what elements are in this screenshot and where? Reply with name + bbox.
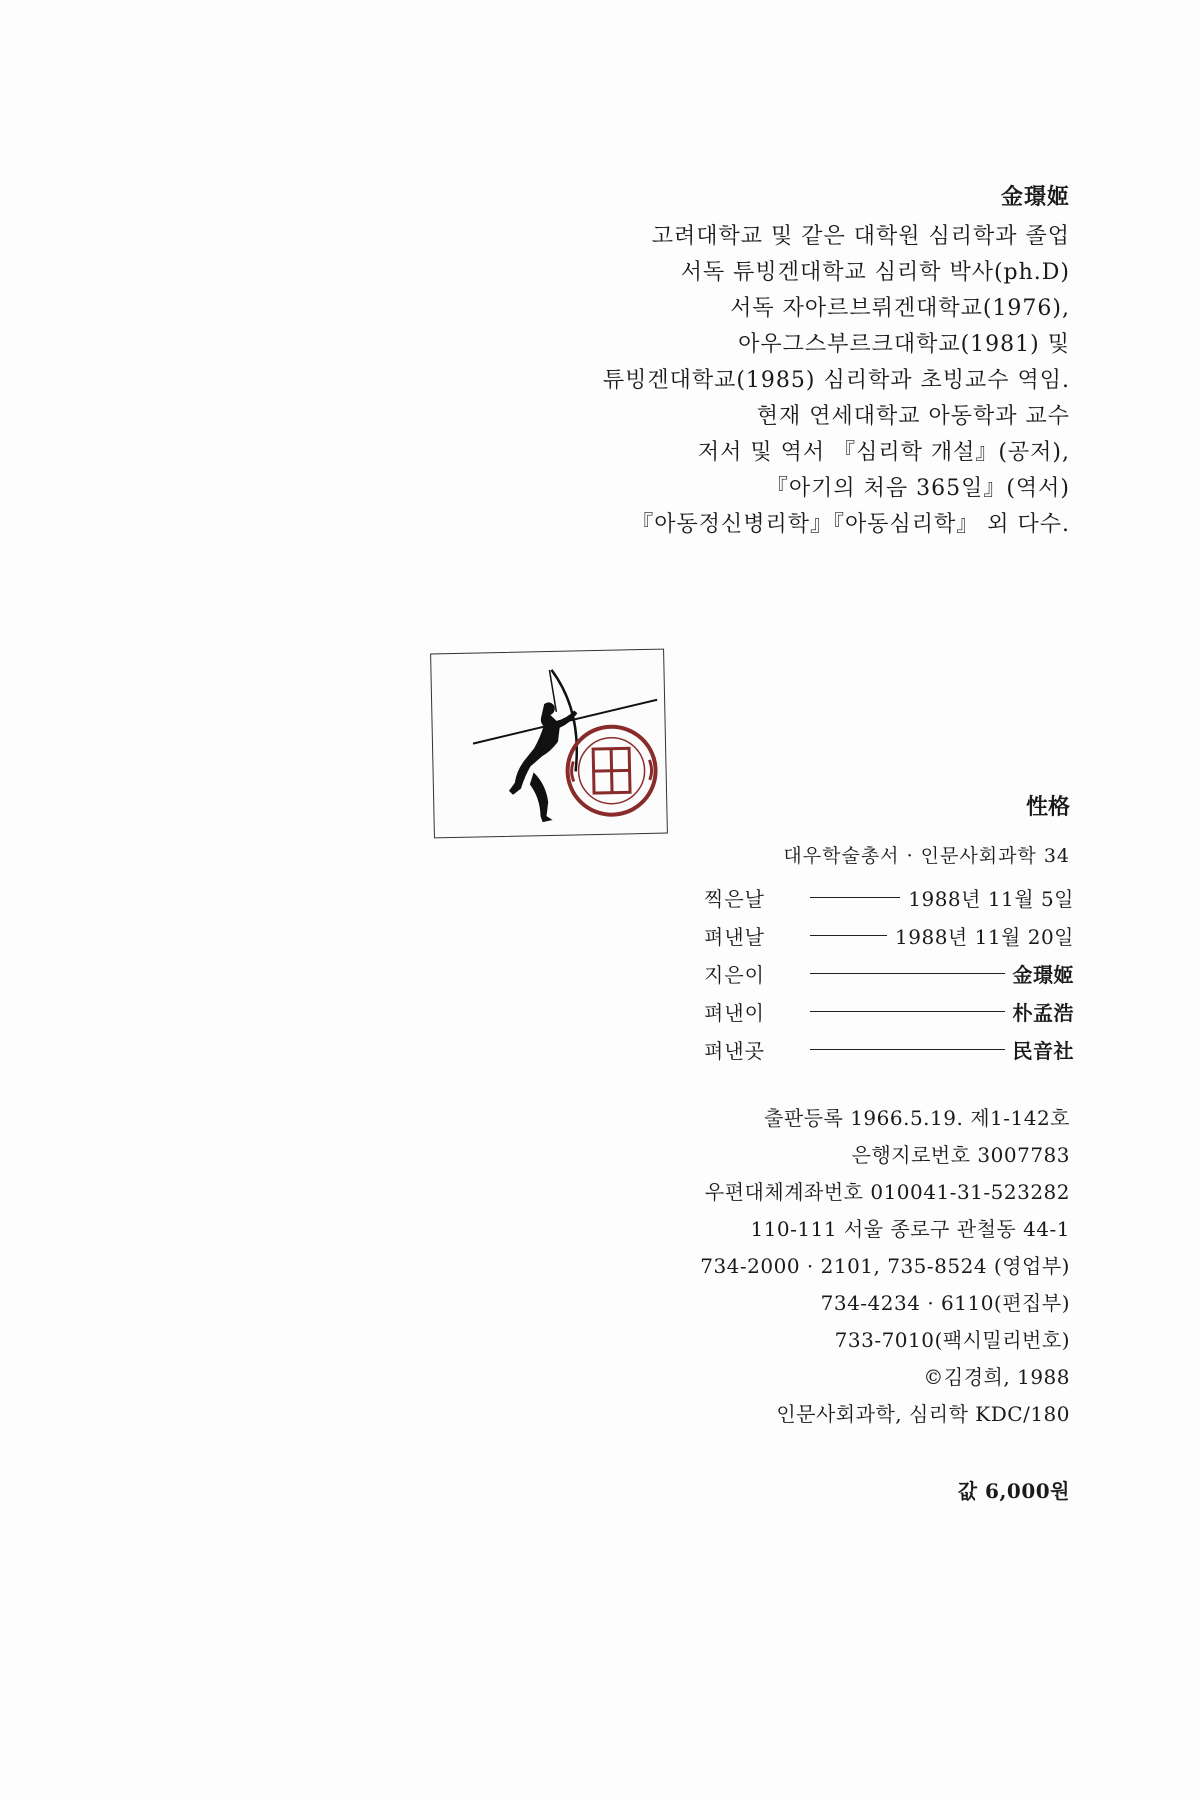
publisher-info [700,1100,1070,1433]
publisher-line: 110-111 서울 종로구 관철동 44-1 [750,1217,1070,1241]
credit-row [704,1030,1074,1068]
credit-row [704,878,1074,916]
credit-label: 펴낸날 [704,924,765,949]
book-title-block [783,790,1070,868]
leader-dash [810,1049,1005,1050]
publisher-line: 우편대체계좌번호 010041-31-523282 [704,1180,1070,1204]
publisher-line: 인문사회과학, 심리학 KDC/180 [776,1402,1070,1426]
credit-label: 펴낸곳 [704,1038,765,1063]
bio-line: 저서 및 역서 『심리학 개설』(공저), [697,440,1070,465]
credit-value: 1988년 11월 20일 [895,924,1074,949]
credit-value: 金璟姬 [1012,962,1074,987]
credit-value: 朴孟浩 [1012,1000,1074,1025]
bio-line: 서독 튜빙겐대학교 심리학 박사(ph.D) [680,260,1070,285]
bio-line: 현재 연세대학교 아동학과 교수 [756,404,1070,429]
credit-row [704,954,1074,992]
credit-value: 民音社 [1012,1038,1074,1063]
publisher-line: 734-2000 · 2101, 735-8524 (영업부) [700,1254,1070,1278]
credit-label: 찍은날 [704,886,765,911]
credit-row [704,992,1074,1030]
credits-list [704,878,1074,1068]
book-series: 대우학술총서 · 인문사회과학 34 [783,845,1070,867]
credit-row [704,916,1074,954]
publisher-line: 733-7010(팩시밀리번호) [834,1328,1070,1352]
publisher-line: 출판등록 1966.5.19. 제1-142호 [764,1106,1070,1130]
publisher-line: 은행지로번호 3007783 [851,1143,1070,1167]
price: 값 6,000원 [957,1479,1070,1503]
bio-line: 아우그스부르크대학교(1981) 및 [738,332,1070,357]
publisher-line: ©김경희, 1988 [923,1365,1070,1389]
leader-dash [810,935,887,936]
credit-value: 1988년 11월 5일 [908,886,1074,911]
bio-line: 서독 자아르브뤼겐대학교(1976), [730,296,1070,321]
bio-line: 『아동정신병리학』『아동심리학』 외 다수. [631,512,1070,537]
leader-dash [810,897,900,898]
book-title: 性格 [1025,794,1070,820]
bio-line: 『아기의 처음 365일』(역서) [765,476,1070,501]
author-bio [370,180,1070,543]
bio-line: 튜빙겐대학교(1985) 심리학과 초빙교수 역임. [602,368,1070,393]
author-name: 金璟姬 [1000,184,1070,210]
credit-label: 펴낸이 [704,1000,765,1025]
bio-line: 고려대학교 및 같은 대학원 심리학과 졸업 [651,224,1070,249]
publisher-line: 734-4234 · 6110(편집부) [820,1291,1070,1315]
credit-label: 지은이 [704,962,765,987]
leader-dash [810,1011,1005,1012]
archer-seal-stamp-icon [430,649,668,839]
leader-dash [810,973,1005,974]
